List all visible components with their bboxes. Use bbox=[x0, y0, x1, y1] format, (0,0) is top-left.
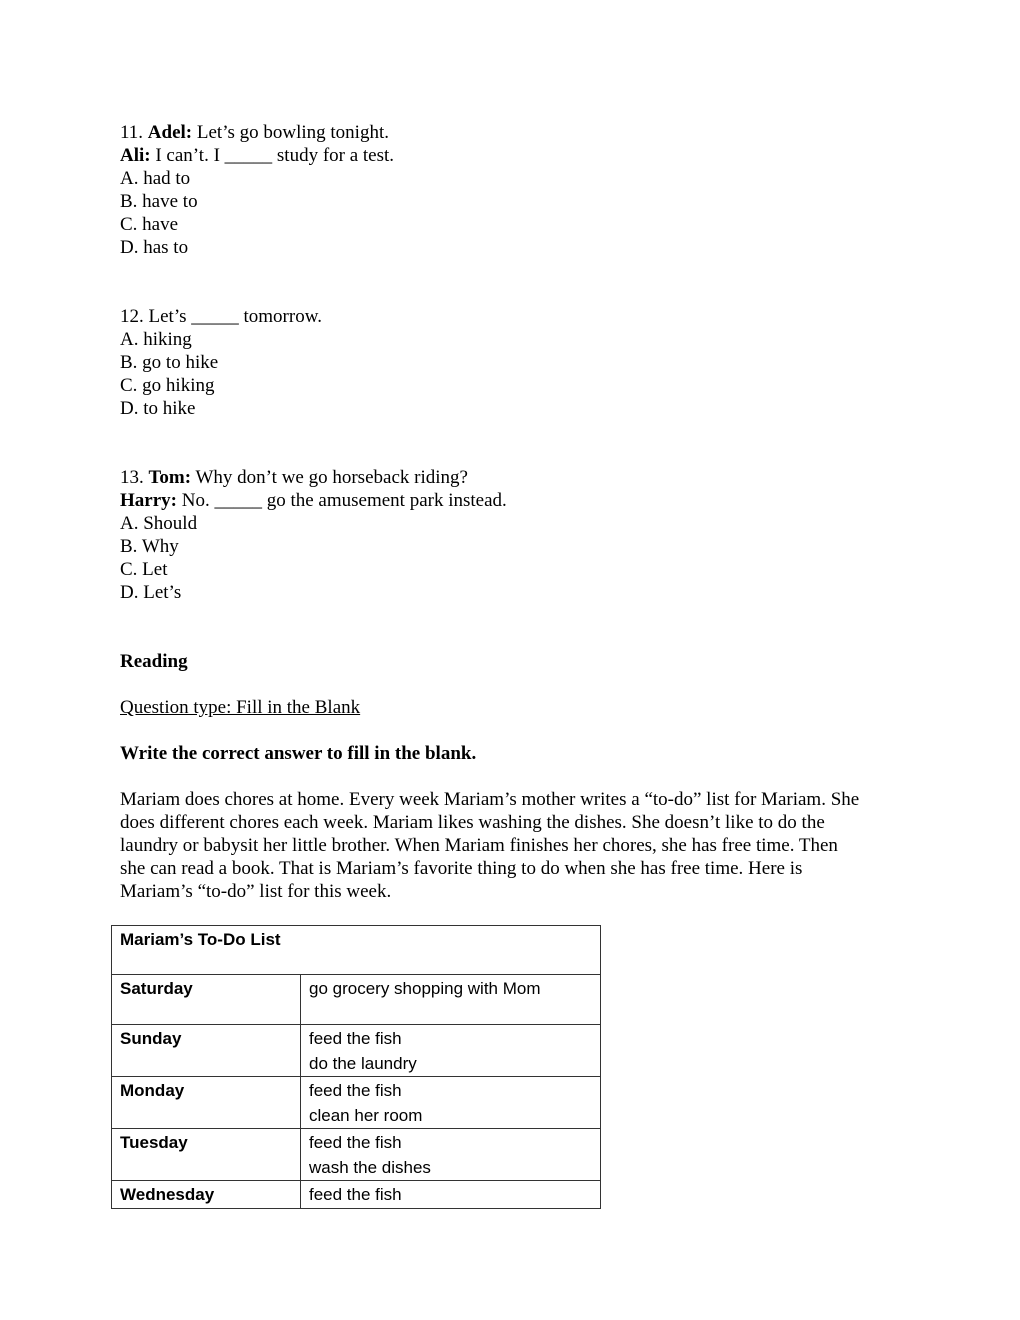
option-a: A. Should bbox=[120, 513, 198, 534]
instruction-text: Write the correct answer to fill in the blank. bbox=[120, 743, 477, 764]
passage-line: she can read a book. That is Mariam’s favorite thing to do when she has free time. Here is bbox=[120, 858, 803, 879]
chore-item: go grocery shopping with Mom bbox=[309, 979, 541, 998]
dialogue-text: I can’t. I _____ study for a test. bbox=[150, 145, 395, 166]
chores-cell bbox=[301, 1181, 601, 1209]
chore-item: feed the fish bbox=[309, 1185, 402, 1204]
table-title-row bbox=[112, 926, 601, 975]
table-row bbox=[112, 1129, 601, 1181]
option-c: C. go hiking bbox=[120, 375, 215, 396]
day-cell: Tuesday bbox=[112, 1129, 301, 1181]
day-cell: Wednesday bbox=[112, 1181, 301, 1209]
question-number: 12. bbox=[120, 306, 144, 327]
speaker-label: Adel: bbox=[147, 122, 193, 143]
dialogue-text: Let’s go bowling tonight. bbox=[192, 122, 389, 143]
option-d: D. Let’s bbox=[120, 582, 182, 603]
chore-item: wash the dishes bbox=[309, 1157, 431, 1177]
todo-table bbox=[111, 925, 601, 1209]
table-row bbox=[112, 1025, 601, 1077]
option-d: D. has to bbox=[120, 237, 189, 258]
option-a: A. hiking bbox=[120, 329, 192, 350]
reading-passage bbox=[120, 788, 920, 903]
passage-line: does different chores each week. Mariam likes washing the dishes. She doesn’t like to do the bbox=[120, 812, 825, 833]
question-number: 11. bbox=[120, 122, 144, 143]
question-prompt bbox=[120, 466, 468, 489]
chore-item: feed the fish bbox=[309, 1029, 402, 1048]
option-b: B. have to bbox=[120, 191, 198, 212]
passage-line: laundry or babysit her little brother. When Mariam finishes her chores, she has free time. Then bbox=[120, 835, 838, 856]
day-cell: Monday bbox=[112, 1077, 301, 1129]
option-d: D. to hike bbox=[120, 398, 196, 419]
question-text: Let’s _____ tomorrow. bbox=[148, 306, 322, 327]
day-cell: Saturday bbox=[112, 975, 301, 1025]
chores-cell bbox=[301, 1129, 601, 1181]
dialogue-text: Why don’t we go horseback riding? bbox=[191, 467, 468, 488]
chores-cell bbox=[301, 975, 601, 1025]
table-row bbox=[112, 975, 601, 1025]
option-c: C. have bbox=[120, 214, 179, 235]
table-row bbox=[112, 1077, 601, 1129]
dialogue-text: No. _____ go the amusement park instead. bbox=[176, 490, 507, 511]
question-prompt bbox=[120, 305, 322, 328]
section-heading: Reading bbox=[120, 651, 188, 672]
chores-cell bbox=[301, 1077, 601, 1129]
speaker-label: Tom: bbox=[148, 467, 192, 488]
speaker-label: Harry: bbox=[120, 490, 177, 511]
question-type-label: Question type: Fill in the Blank bbox=[120, 697, 361, 718]
chore-item: feed the fish bbox=[309, 1133, 402, 1152]
question-prompt-line2 bbox=[120, 489, 507, 512]
question-number: 13. bbox=[120, 467, 144, 488]
question-prompt-line2 bbox=[120, 144, 394, 167]
passage-line: Mariam’s “to-do” list for this week. bbox=[120, 881, 392, 902]
chore-item: feed the fish bbox=[309, 1081, 402, 1100]
chore-item: do the laundry bbox=[309, 1053, 417, 1073]
table-title: Mariam’s To-Do List bbox=[112, 926, 601, 975]
option-b: B. go to hike bbox=[120, 352, 219, 373]
passage-line: Mariam does chores at home. Every week Mariam’s mother writes a “to-do” list for Mariam. She bbox=[120, 789, 860, 810]
question-prompt bbox=[120, 121, 389, 144]
chore-item: clean her room bbox=[309, 1105, 423, 1125]
option-b: B. Why bbox=[120, 536, 179, 557]
chores-cell bbox=[301, 1025, 601, 1077]
day-cell: Sunday bbox=[112, 1025, 301, 1077]
speaker-label: Ali: bbox=[120, 145, 151, 166]
option-a: A. had to bbox=[120, 168, 191, 189]
table-row bbox=[112, 1181, 601, 1209]
option-c: C. Let bbox=[120, 559, 168, 580]
